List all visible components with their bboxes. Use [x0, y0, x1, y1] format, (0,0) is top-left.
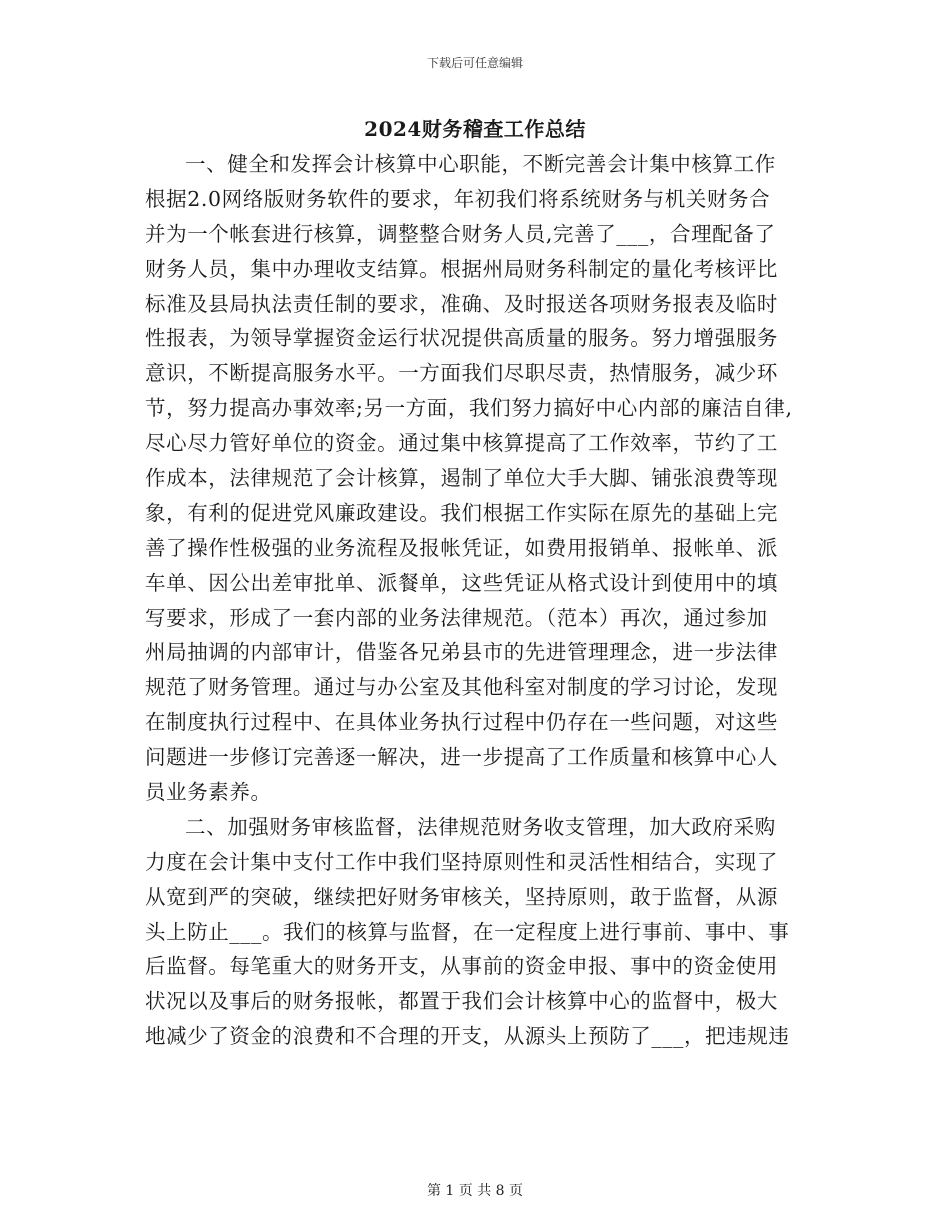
paragraph-line: 后监督。每笔重大的财务开支，从事前的资金申报、事中的资金使用 — [145, 954, 778, 979]
paragraph-line: 一、健全和发挥会计核算中心职能，不断完善会计集中核算工作 — [185, 152, 776, 176]
paragraph-line: 根据2.0网络版财务软件的要求，年初我们将系统财务与机关财务合 — [145, 186, 771, 211]
paragraph-line: 善了操作性极强的业务流程及报帐凭证，如费用报销单、报帐单、派 — [145, 535, 778, 560]
paragraph-line: 标准及县局执法责任制的要求，准确、及时报送各项财务报表及临时 — [145, 291, 778, 316]
page-footer: 第 1 页 共 8 页 — [426, 1183, 524, 1199]
paragraph-line: 象，有利的促进党风廉政建设。我们根据工作实际在原先的基础上完 — [145, 500, 778, 525]
paragraph-line: 问题进一步修订完善逐一解决，进一步提高了工作质量和核算中心人 — [145, 745, 778, 770]
paragraph-line: 力度在会计集中支付工作中我们坚持原则性和灵活性相结合，实现了 — [145, 849, 778, 874]
paragraph-line: 车单、因公出差审批单、派餐单，这些凭证从格式设计到使用中的填 — [145, 570, 778, 595]
paragraph-line: 财务人员，集中办理收支结算。根据州局财务科制定的量化考核评比 — [145, 256, 778, 281]
paragraph-line: 员业务素养。 — [145, 780, 272, 805]
paragraph-line: 地减少了资金的浪费和不合理的开支，从源头上预防了___，把违规违 — [145, 1024, 790, 1049]
header-note: 下载后可任意编辑 — [426, 56, 523, 70]
paragraph-line: 性报表，为领导掌握资金运行状况提供高质量的服务。努力增强服务 — [145, 326, 778, 351]
paragraph-line: 写要求，形成了一套内部的业务法律规范。（范本）再次，通过参加 — [145, 605, 768, 630]
paragraph-line: 意识，不断提高服务水平。一方面我们尽职尽责，热情服务，减少环 — [145, 361, 778, 386]
paragraph-line: 状况以及事后的财务报帐，都置于我们会计核算中心的监督中，极大 — [145, 989, 778, 1014]
paragraph-line: 节，努力提高办事效率;另一方面，我们努力搞好中心内部的廉洁自律, — [145, 396, 793, 421]
paragraph-line: 并为一个帐套进行核算，调整整合财务人员,完善了___，合理配备了 — [145, 221, 776, 246]
paragraph-line: 州局抽调的内部审计，借鉴各兄弟县市的先进管理理念，进一步法律 — [145, 640, 778, 665]
paragraph-line: 尽心尽力管好单位的资金。通过集中核算提高了工作效率，节约了工 — [145, 431, 778, 456]
paragraph-line: 规范了财务管理。通过与办公室及其他科室对制度的学习讨论，发现 — [145, 675, 778, 700]
document-title: 2024财务稽查工作总结 — [364, 117, 586, 141]
paragraph-line: 从宽到严的突破，继续把好财务审核关，坚持原则，敢于监督，从源 — [145, 884, 778, 909]
document-body — [145, 147, 810, 1054]
paragraph-line: 作成本，法律规范了会计核算，遏制了单位大手大脚、铺张浪费等现 — [145, 466, 778, 491]
paragraph-line: 二、加强财务审核监督，法律规范财务收支管理，加大政府采购 — [185, 814, 776, 839]
paragraph-line: 在制度执行过程中、在具体业务执行过程中仍存在一些问题，对这些 — [145, 710, 778, 735]
paragraph-line: 头上防止___。我们的核算与监督，在一定程度上进行事前、事中、事 — [145, 919, 790, 944]
